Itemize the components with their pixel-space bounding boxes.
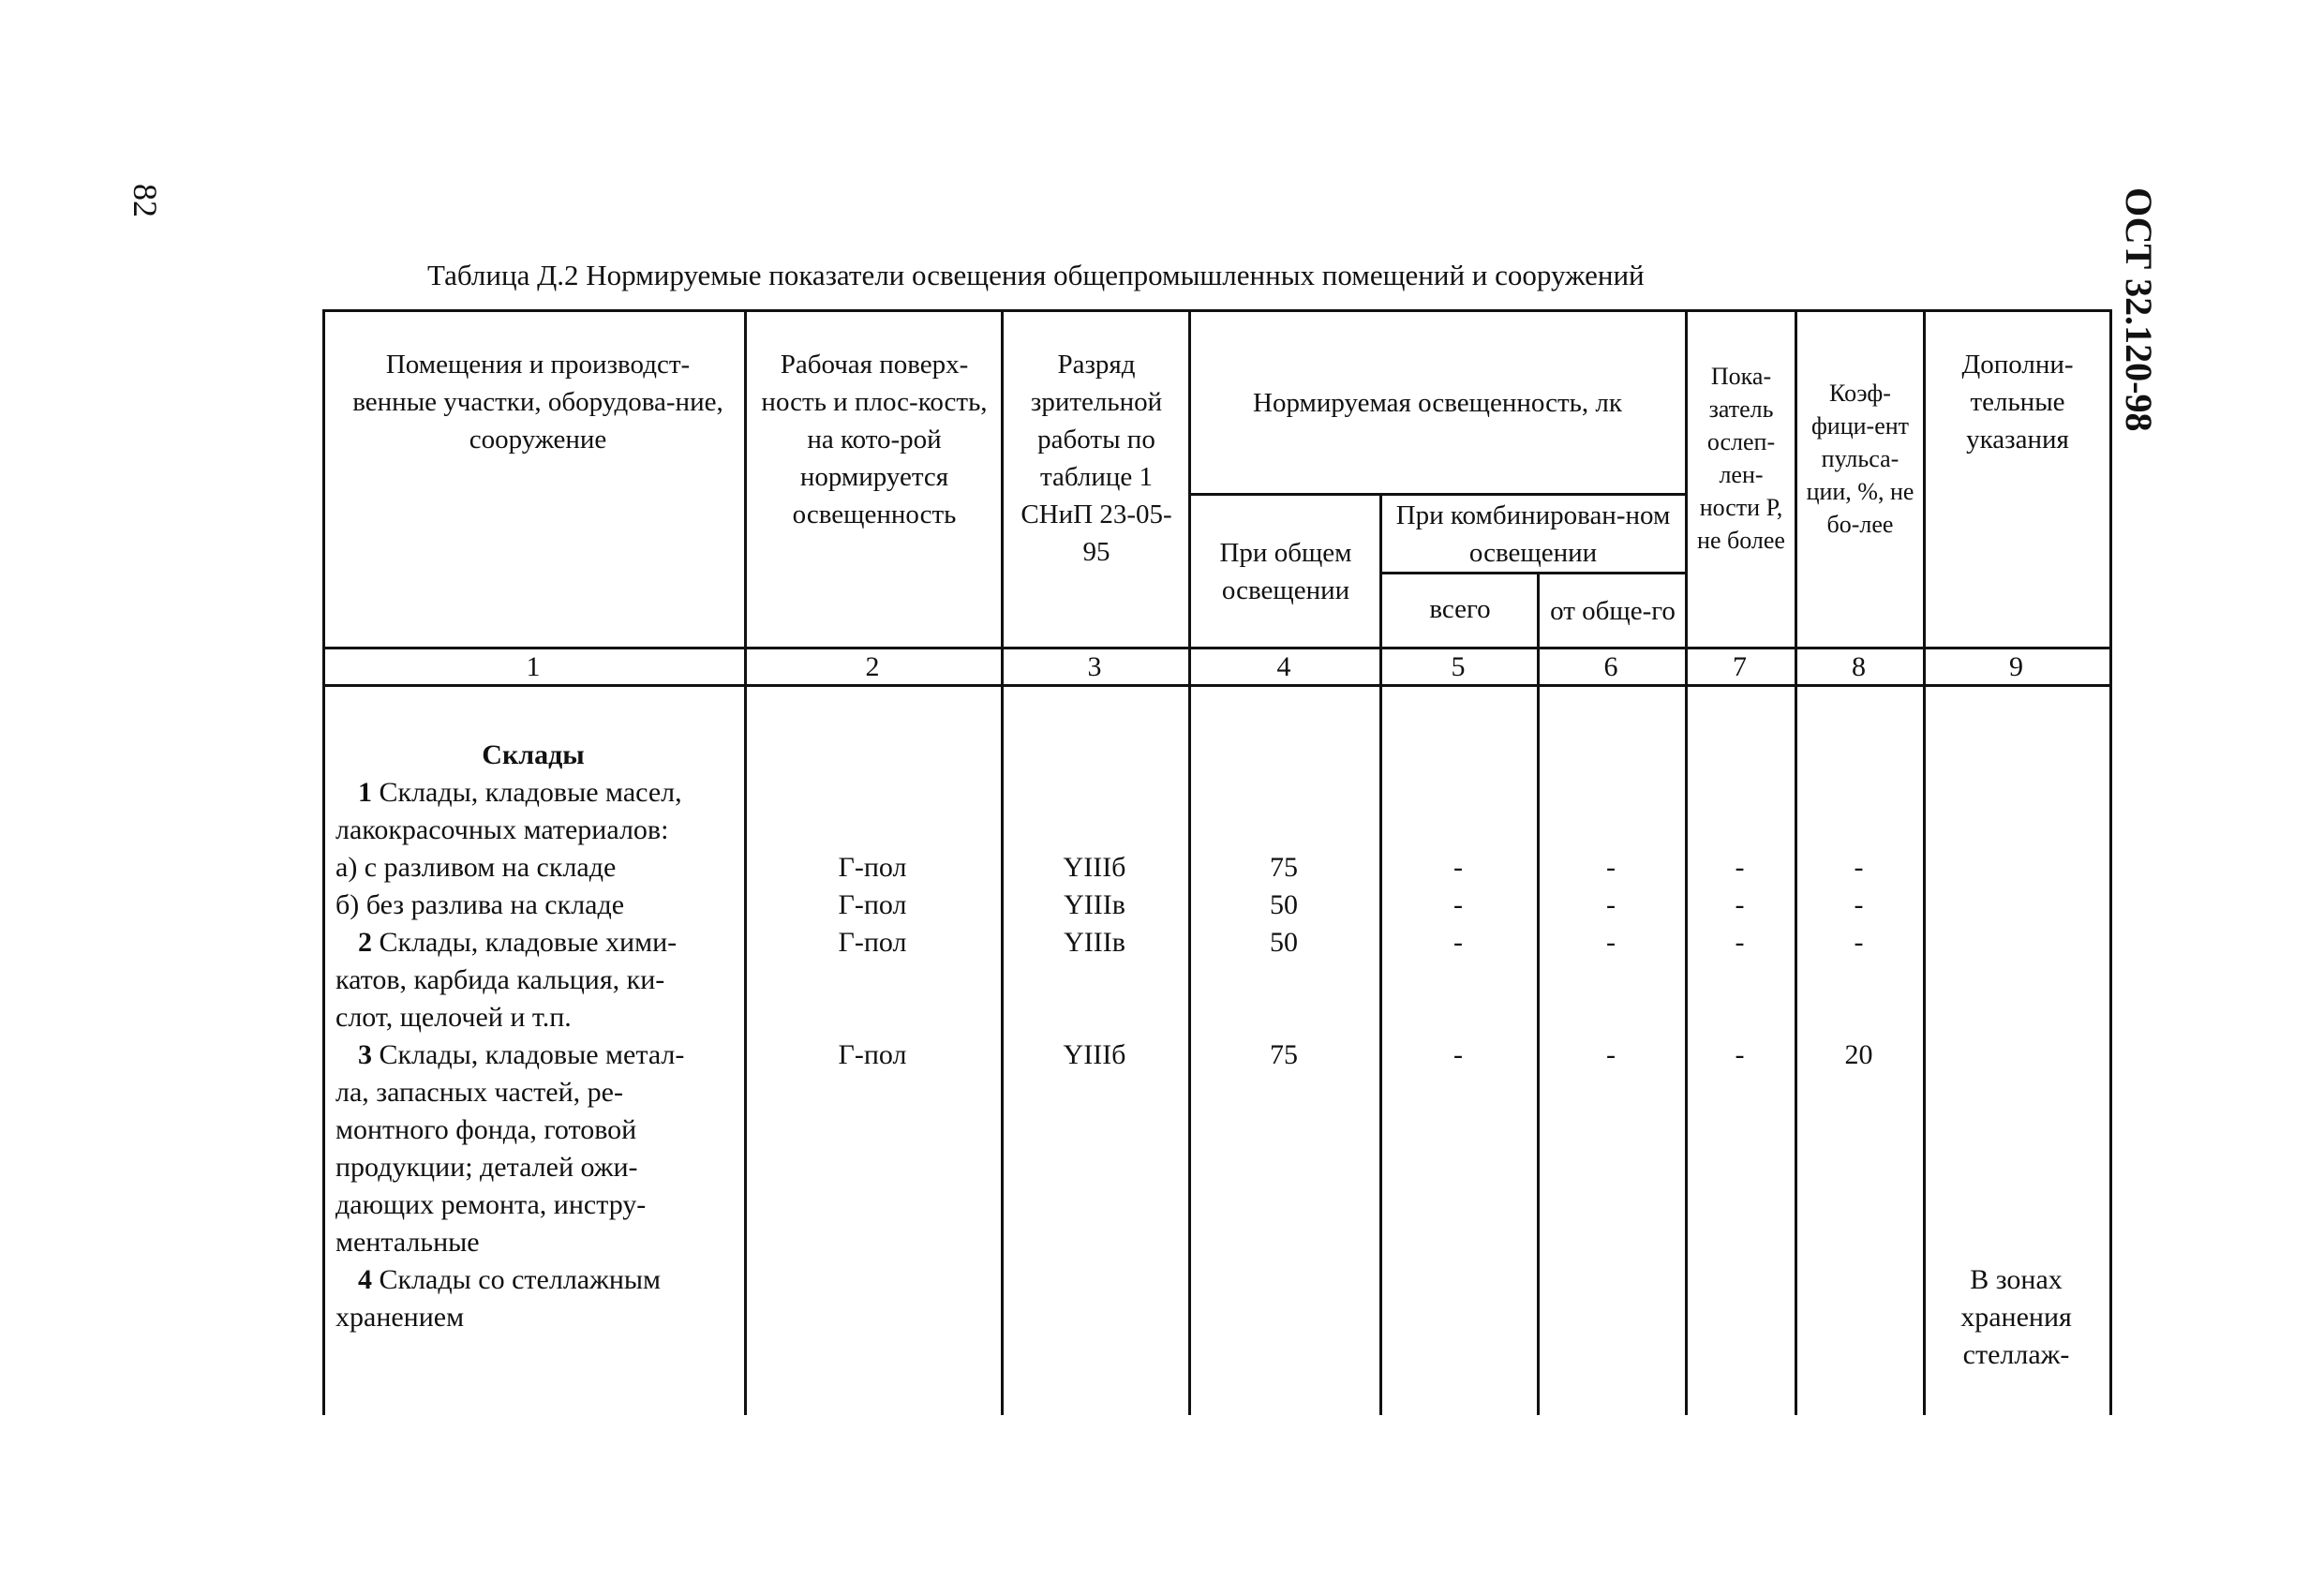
rule-group-split <box>1188 493 1685 496</box>
row-1a-total: - <box>1453 852 1463 883</box>
row-3-line-5: дающих ремонта, инстру- <box>335 1189 647 1220</box>
row-3-total: - <box>1453 1039 1463 1070</box>
rule-v5 <box>1537 572 1540 1415</box>
header-visual-grade: Разряд зрительной работы по таблице 1 СНиП 23-05-95 <box>1020 350 1172 567</box>
row-1a-glare: - <box>1735 852 1745 883</box>
row-4-line-1: 4 Склады со стеллажным <box>358 1264 662 1295</box>
document-code: ОСТ 32.120-98 <box>2118 187 2160 432</box>
rule-v9 <box>2109 309 2112 1415</box>
row-1-line-1: 1 Склады, кладовые масел, <box>358 777 682 808</box>
row-1b-glare: - <box>1735 889 1745 920</box>
row-3-line-6: ментальные <box>335 1227 480 1258</box>
header-total: всего <box>1429 594 1491 624</box>
col-number-6: 6 <box>1603 651 1618 682</box>
row-2-glare: - <box>1735 927 1745 958</box>
table-caption: Таблица Д.2 Нормируемые показатели освещения общепромышленных помещений и сооружений <box>427 259 1645 291</box>
row-2-line-2: катов, карбида кальция, ки- <box>335 964 665 995</box>
row-3-grade: YIIIб <box>1063 1039 1126 1070</box>
row-3-line-3: монтного фонда, готовой <box>335 1114 637 1145</box>
row-3-pulsation: 20 <box>1844 1039 1873 1070</box>
row-2-grade: YIIIв <box>1064 927 1125 958</box>
rule-v8 <box>1923 309 1926 1415</box>
row-2-pulsation: - <box>1854 927 1864 958</box>
col-number-1: 1 <box>526 651 541 682</box>
col-number-3: 3 <box>1087 651 1102 682</box>
row-3-from-general: - <box>1606 1039 1616 1070</box>
row-4-line-2: хранением <box>335 1302 465 1333</box>
row-2-total: - <box>1453 927 1463 958</box>
row-1-line-2: лакокрасочных материалов: <box>335 814 669 845</box>
header-glare-index: Пока-затель ослеп-лен-ности Р, не более <box>1697 363 1785 554</box>
row-1b-surface: Г-пол <box>838 889 907 920</box>
header-combined-lighting: При комбинирован-ном освещении <box>1395 500 1671 568</box>
row-1a-pulsation: - <box>1854 852 1864 883</box>
row-4-note-1: В зонах <box>1970 1264 2063 1295</box>
lighting-norms-table <box>322 309 2112 1415</box>
row-1a-surface: Г-пол <box>838 852 907 883</box>
row-3-glare: - <box>1735 1039 1745 1070</box>
header-normalized-illuminance: Нормируемая освещенность, лк <box>1253 388 1622 418</box>
row-4-note-3: стеллаж- <box>1962 1339 2070 1370</box>
row-1b-general: 50 <box>1270 889 1298 920</box>
row-1b-from-general: - <box>1606 889 1616 920</box>
row-1b-total: - <box>1453 889 1463 920</box>
col-number-2: 2 <box>865 651 880 682</box>
row-2-line-1: 2 Склады, кладовые хими- <box>358 927 678 958</box>
row-4-note-2: хранения <box>1960 1302 2072 1333</box>
row-1b-pulsation: - <box>1854 889 1864 920</box>
page-number: 82 <box>127 184 164 217</box>
row-3-line-1: 3 Склады, кладовые метал- <box>358 1039 685 1070</box>
header-general-lighting: При общем освещении <box>1219 538 1352 605</box>
header-additional-notes: Дополни-тельные указания <box>1961 350 2074 455</box>
row-3-surface: Г-пол <box>838 1039 907 1070</box>
row-3-general: 75 <box>1270 1039 1298 1070</box>
row-2-from-general: - <box>1606 927 1616 958</box>
section-title: Склады <box>482 739 585 770</box>
header-from-general: от обще-го <box>1550 596 1676 626</box>
header-work-surface: Рабочая поверх-ность и плос-кость, на кото-рой нормируется освещенность <box>761 350 988 529</box>
row-1b-grade: YIIIв <box>1064 889 1125 920</box>
col-number-9: 9 <box>2009 651 2023 682</box>
row-3-line-4: продукции; деталей ожи- <box>335 1152 638 1183</box>
row-1b-name: б) без разлива на складе <box>335 889 625 920</box>
rule-top <box>322 309 2112 312</box>
row-1a-name: а) с разливом на складе <box>335 852 617 883</box>
col-number-4: 4 <box>1276 651 1291 682</box>
row-1a-grade: YIIIб <box>1063 852 1126 883</box>
row-2-surface: Г-пол <box>838 927 907 958</box>
col-number-8: 8 <box>1852 651 1866 682</box>
rule-v0 <box>322 309 325 1415</box>
row-1a-general: 75 <box>1270 852 1298 883</box>
row-3-line-2: ла, запасных частей, ре- <box>335 1077 623 1108</box>
row-2-general: 50 <box>1270 927 1298 958</box>
header-pulsation: Коэф-фици-ент пульса-ции, %, не бо-лее <box>1806 379 1914 538</box>
rule-combined-split <box>1379 572 1685 574</box>
row-1a-from-general: - <box>1606 852 1616 883</box>
row-2-line-3: слот, щелочей и т.п. <box>335 1002 572 1033</box>
col-number-7: 7 <box>1733 651 1747 682</box>
col-number-5: 5 <box>1451 651 1466 682</box>
header-premises: Помещения и производст-венные участки, оборудова-ние, сооружение <box>352 350 723 455</box>
